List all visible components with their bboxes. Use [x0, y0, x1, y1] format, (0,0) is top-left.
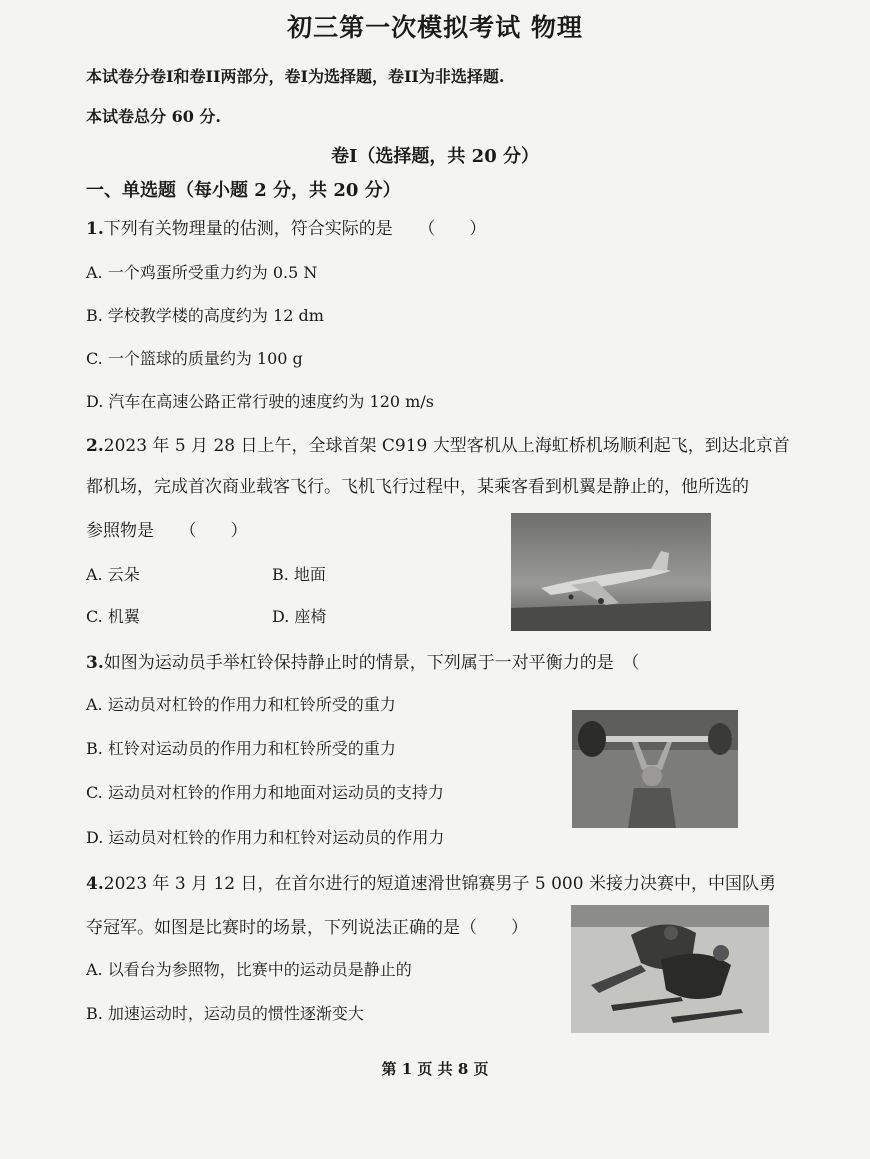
- q3-option-a: A. 运动员对杠铃的作用力和杠铃所受的重力: [86, 695, 396, 714]
- q3-option-c: C. 运动员对杠铃的作用力和地面对运动员的支持力: [86, 783, 444, 802]
- q1-option-a: A. 一个鸡蛋所受重力约为 0.5 N: [86, 263, 318, 282]
- q1-option-d: D. 汽车在高速公路正常行驶的速度约为 120 m/s: [86, 392, 434, 411]
- intro-line-2: 本试卷总分 60 分.: [86, 107, 221, 126]
- airplane-photo: [511, 513, 711, 631]
- question-4-line-2: 夺冠军。如图是比赛时的场景，下列说法正确的是（ ）: [86, 918, 528, 938]
- question-number: 1.: [86, 219, 104, 239]
- question-2-line-2: 都机场，完成首次商业载客飞行。飞机飞行过程中，某乘客看到机翼是静止的，他所选的: [86, 477, 749, 497]
- q3-option-b: B. 杠铃对运动员的作用力和杠铃所受的重力: [86, 739, 396, 758]
- intro-line-1: 本试卷分卷I和卷II两部分，卷I为选择题，卷II为非选择题.: [86, 67, 505, 86]
- question-number: 2.: [86, 436, 104, 456]
- q2-option-a: A. 云朵: [86, 565, 140, 584]
- question-text: 2023 年 3 月 12 日，在首尔进行的短道速滑世锦赛男子 5 000 米接力决赛中，中国队勇: [103, 874, 776, 894]
- question-1: [86, 214, 486, 239]
- question-number: 3.: [86, 653, 104, 673]
- question-text: 下列有关物理量的估测，符合实际的是 （ ）: [103, 219, 487, 239]
- question-4-line-1: [86, 869, 776, 894]
- question-number: 4.: [86, 874, 104, 894]
- q1-option-c: C. 一个篮球的质量约为 100 g: [86, 349, 303, 368]
- question-text: 如图为运动员手举杠铃保持静止时的情景，下列属于一对平衡力的是 （: [103, 653, 640, 673]
- part-header: 一、单选题（每小题 2 分，共 20 分）: [86, 180, 401, 201]
- weightlifter-photo: [572, 710, 738, 828]
- question-3: [86, 648, 639, 673]
- q3-option-d: D. 运动员对杠铃的作用力和杠铃对运动员的作用力: [86, 828, 445, 847]
- q1-option-b: B. 学校教学楼的高度约为 12 dm: [86, 306, 324, 325]
- q2-option-b: B. 地面: [272, 565, 326, 584]
- section-header: 卷I（选择题，共 20 分）: [330, 146, 539, 167]
- question-2-line-3: 参照物是 （ ）: [86, 521, 248, 541]
- speed-skating-photo: [571, 905, 769, 1033]
- q4-option-b: B. 加速运动时，运动员的惯性逐渐变大: [86, 1004, 364, 1023]
- q2-option-c: C. 机翼: [86, 607, 140, 626]
- page-footer: 第 1 页 共 8 页: [381, 1060, 489, 1078]
- q4-option-a: A. 以看台为参照物，比赛中的运动员是静止的: [86, 960, 412, 979]
- question-2-line-1: [86, 431, 790, 456]
- question-text: 2023 年 5 月 28 日上午，全球首架 C919 大型客机从上海虹桥机场顺利起飞，到达北京首: [103, 436, 790, 456]
- page-title: 初三第一次模拟考试 物理: [287, 13, 583, 42]
- q2-option-d: D. 座椅: [272, 607, 327, 626]
